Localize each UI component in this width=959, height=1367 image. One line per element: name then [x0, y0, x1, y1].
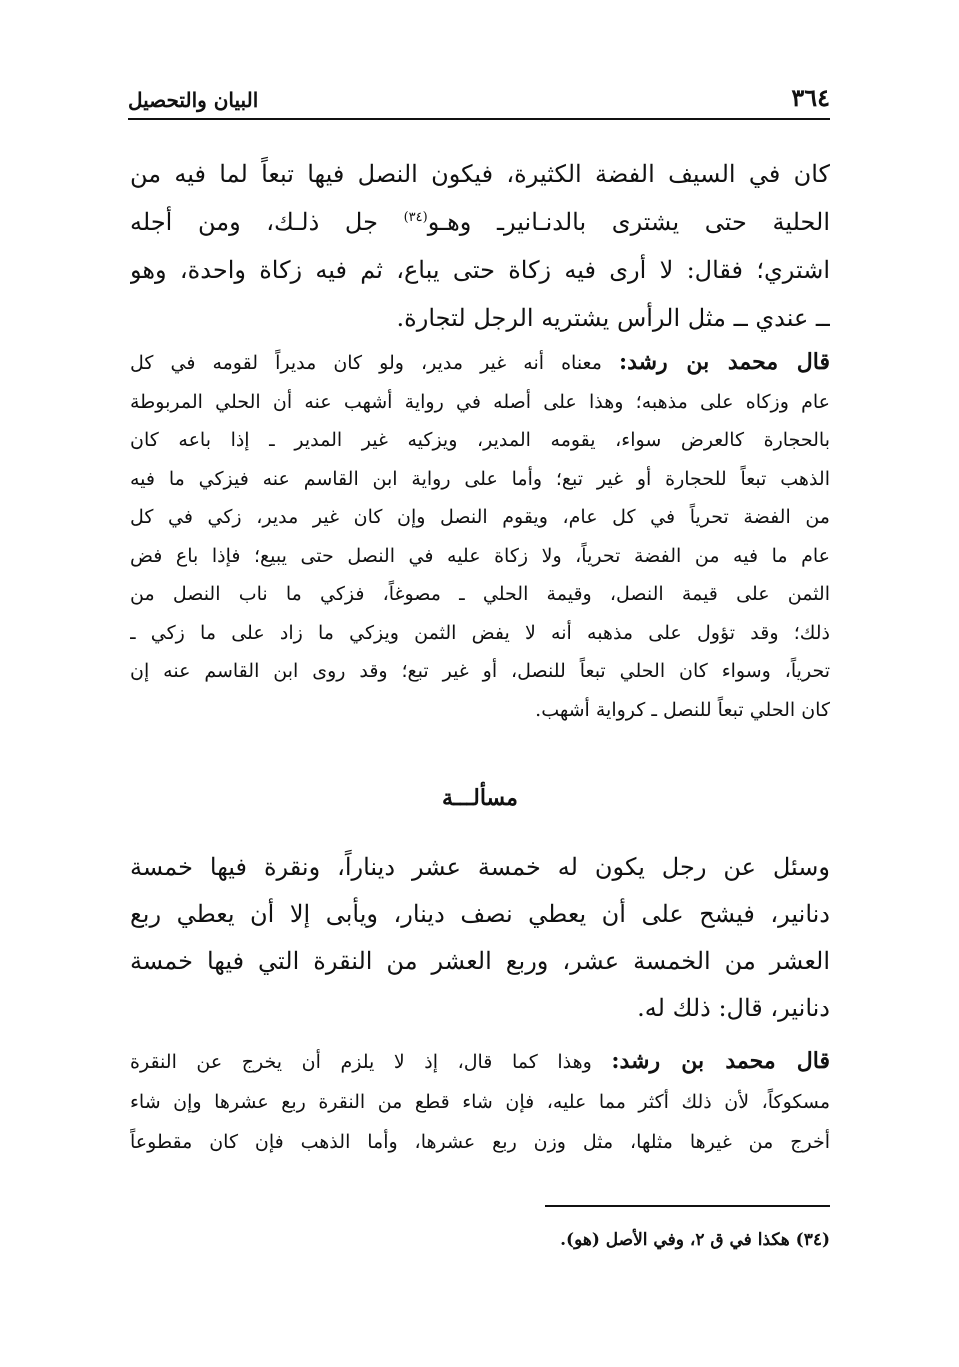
text-line: مسكوكاً، لأن ذلك أكثر مما عليه، فإن شاء قطع من النقرة ربع عشرها وإن شاء: [130, 1091, 830, 1113]
text-line: اشتري؛ فقال: لا أرى فيه زكاة حتى يباع، ثم فيه زكاة واحدة، وهو: [130, 256, 830, 284]
speaker-label: قال محمد بن رشد:: [618, 349, 830, 375]
page-header: [128, 78, 830, 120]
text-line: [130, 198, 830, 246]
text-line: وسئل عن رجل يكون له خمسة عشر ديناراً، ونقرة فيها خمسة: [130, 853, 830, 881]
commentary-paragraph-2: [130, 1041, 830, 1162]
book-title: البيان والتحصيل: [128, 88, 259, 112]
text-line: [130, 1041, 830, 1082]
text-line: بالحجارة كالعرض سواء، يقومه المدير، ويزكيه غير المدير ـ إذا باعه كان: [130, 429, 830, 451]
page-number: ٣٦٤: [791, 83, 830, 112]
text-line: الثمن على قيمة النصل، وقيمة الحلي ـ مصوغاً، فزكي ما ناب النصل من: [130, 583, 830, 605]
text-line: كان في السيف الفضة الكثيرة، فيكون النصل فيها تبعاً لما فيه من: [130, 160, 830, 188]
text-line: دنانير، فيشح على أن يعطي نصف دينار، ويأبى إلا أن يعطي ربع: [130, 900, 830, 928]
text-line: من الفضة تحرياً في كل عام، ويقوم النصل وإن كان غير مدير، زكي في كل: [130, 506, 830, 528]
text-line: الذهب تبعاً للحجارة أو غير تبع؛ وأما على رواية ابن القاسم عنه فيزكي ما فيه: [130, 467, 830, 490]
footnote-reference[interactable]: (٣٤): [403, 210, 428, 225]
footnote: (٣٤) هكذا في ق ٢، وفي الأصل (هو).: [560, 1230, 830, 1250]
text-line: العشر من الخمسة عشر، وربع العشر من النقرة التي فيها خمسة: [130, 947, 830, 975]
question-paragraph-1: [130, 150, 830, 342]
text-line: عام وزكاه على مذهبه؛ وهذا على أصله في رواية أشهب عنه أن الحلي المربوطة: [130, 390, 830, 413]
text-line: دنانير، قال: ذلك له.: [637, 994, 830, 1022]
speaker-label: قال محمد بن رشد:: [611, 1048, 830, 1074]
text-line: أخرج من غيرها مثلها، مثل وزن ربع عشرها، وأما الذهب فإن كان مقطوعاً: [130, 1131, 830, 1153]
commentary-paragraph-1: [130, 343, 830, 729]
text-fragment: وهذا كما قال، إذ لا يلزم أن يخرج عن النقرة: [130, 1051, 592, 1073]
text-line: ــ عندي ــ مثل الرأس يشتريه الرجل لتجارة.: [396, 304, 830, 332]
footnote-divider: [545, 1205, 830, 1207]
text-line: ذلك؛ وقد تؤول على مذهبه أنه لا يفض الثمن ويزكي ما زاد على ما زكي ـ: [130, 621, 830, 644]
text-line: [130, 343, 830, 383]
text-fragment: الحلية حتى يشترى بالدنـانيرـ وهـو: [427, 208, 830, 236]
text-fragment: جل ذلـك، ومن أجله: [130, 208, 378, 236]
text-line: تحرياً، وسواء كان الحلي تبعاً للنصل، أو غير تبع؛ وقد روى ابن القاسم عنه إن: [130, 660, 830, 682]
text-line: كان الحلي تبعاً للنصل ـ كرواية أشهب.: [535, 698, 830, 721]
text-fragment: معناه أنه غير مدير، ولو كان مديراً لقومه في كل: [130, 352, 602, 374]
question-paragraph-2: [130, 844, 830, 1032]
section-heading: مسألـــة: [442, 785, 518, 811]
text-line: عام ما فيه من الفضة تحرياً، ولا زكاة عليه في النصل حتى يبيع؛ فإذا باع فض: [130, 544, 830, 567]
